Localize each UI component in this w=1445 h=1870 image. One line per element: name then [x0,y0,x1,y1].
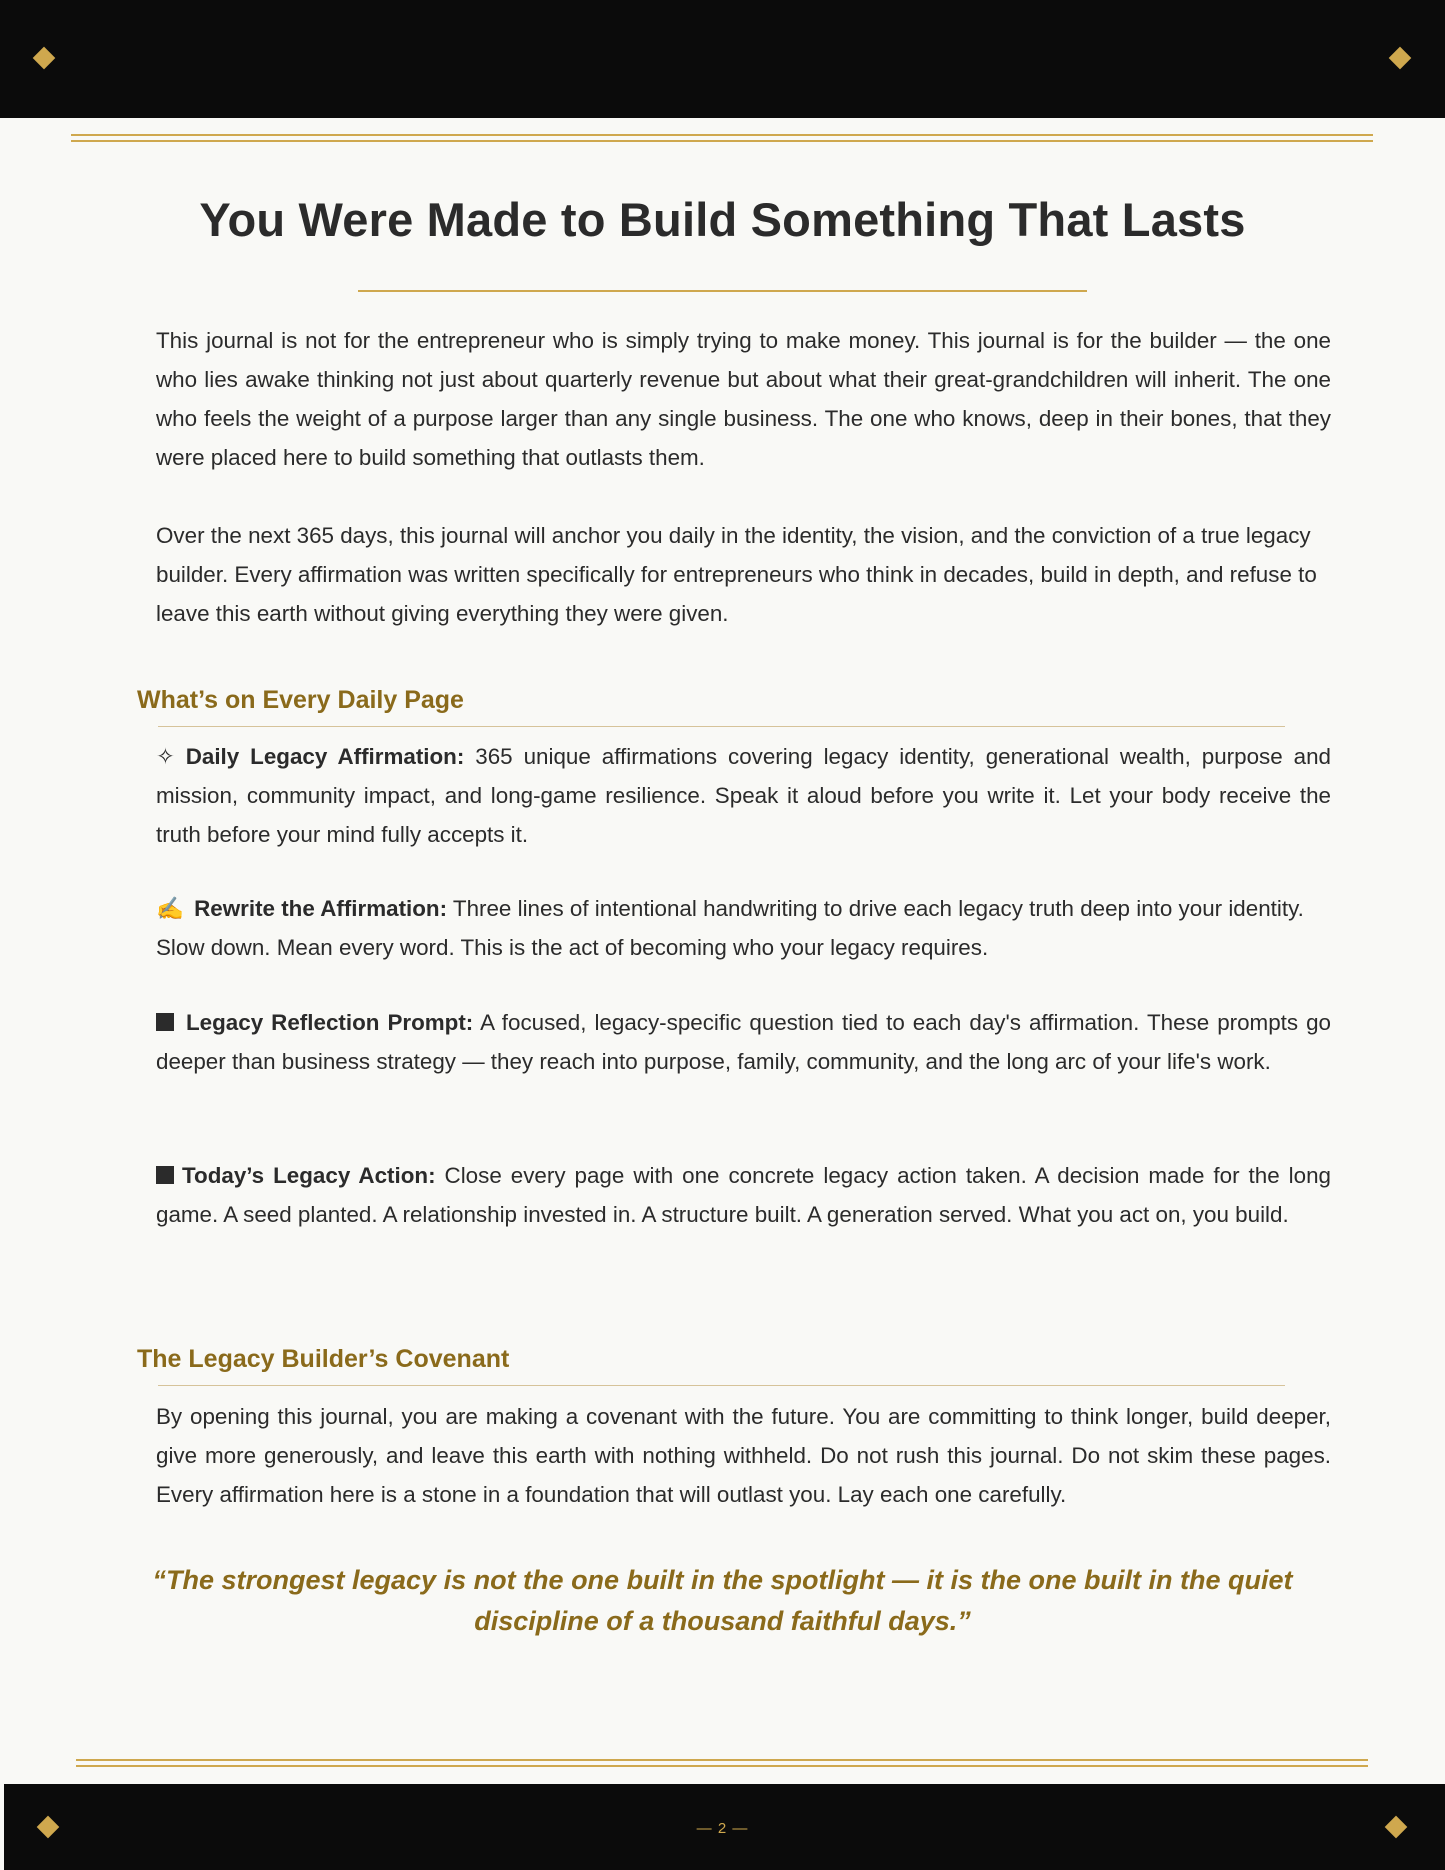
section-divider [158,1385,1285,1386]
writing-hand-icon: ✍ [156,896,184,921]
list-item [156,1003,1331,1081]
bottom-gold-rule [76,1759,1368,1761]
list-item [156,737,1331,854]
square-icon [156,1166,174,1184]
item-text: 365 unique affirmations covering legacy identity, generational wealth, purpose and mission, community impact, and long-game resilience. Speak it aloud before you write it. Let your body receive the truth before your mind fully accepts it. [156,744,1331,847]
bottom-gold-rule [76,1765,1368,1767]
covenant-paragraph: By opening this journal, you are making a covenant with the future. You are committing to think longer, build deeper, give more generously, and leave this earth with nothing withheld. Do not rush this journal. Do not skim these pages. Every affirmation here is a stone in a foundation that will outlast you. Lay each one carefully. [156,1404,1331,1507]
item-label: Rewrite the Affirmation: [194,896,448,921]
top-header-band [0,0,1445,118]
item-label: Daily Legacy Affirmation: [185,744,465,769]
top-gold-rule [71,140,1373,142]
item-text: A focused, legacy-specific question tied to each day's affirmation. These prompts go deeper than business strategy — they reach into purpose, family, community, and the long arc of your life's work. [156,1010,1332,1074]
item-label: Legacy Reflection Prompt: [186,1010,474,1035]
list-item [156,1156,1331,1234]
item-text: Three lines of intentional handwriting to drive each legacy truth deep into your identity. Slow down. Mean every word. This is the act of becoming who your legacy requires. [156,896,1304,960]
list-item [156,889,1331,967]
page-number: — 2 — [696,1820,749,1837]
section-heading-daily-page: What’s on Every Daily Page [137,686,464,714]
page-title: You Were Made to Build Something That Lasts [199,193,1246,246]
title-divider [358,290,1087,292]
section-heading-covenant: The Legacy Builder’s Covenant [137,1345,510,1373]
item-label: Today’s Legacy Action: [182,1163,436,1188]
intro-paragraph-1: This journal is not for the entrepreneur who is simply trying to make money. This journal is for the builder — the one who lies awake thinking not just about quarterly revenue but about what their great-grandchildren will inherit. The one who feels the weight of a purpose larger than any single business. The one who knows, deep in their bones, that they were placed here to build something that outlasts them. [156,328,1331,470]
item-text: Close every page with one concrete legacy action taken. A decision made for the long game. A seed planted. A relationship invested in. A structure built. A generation served. What you act on, you build. [156,1163,1331,1227]
intro-paragraph-2: Over the next 365 days, this journal will anchor you daily in the identity, the vision, and the conviction of a true legacy builder. Every affirmation was written specifically for entrepreneurs who think in decades, build in depth, and refuse to leave this earth without giving everything they were given. [156,523,1317,626]
top-gold-rule [71,134,1373,136]
square-icon [156,1013,174,1031]
section-divider [158,726,1285,727]
legacy-quote: “The strongest legacy is not the one built in the spotlight — it is the one built in the quiet discipline of a thousand faithful days.” [152,1565,1293,1636]
sparkle-icon: ✧ [156,744,175,769]
